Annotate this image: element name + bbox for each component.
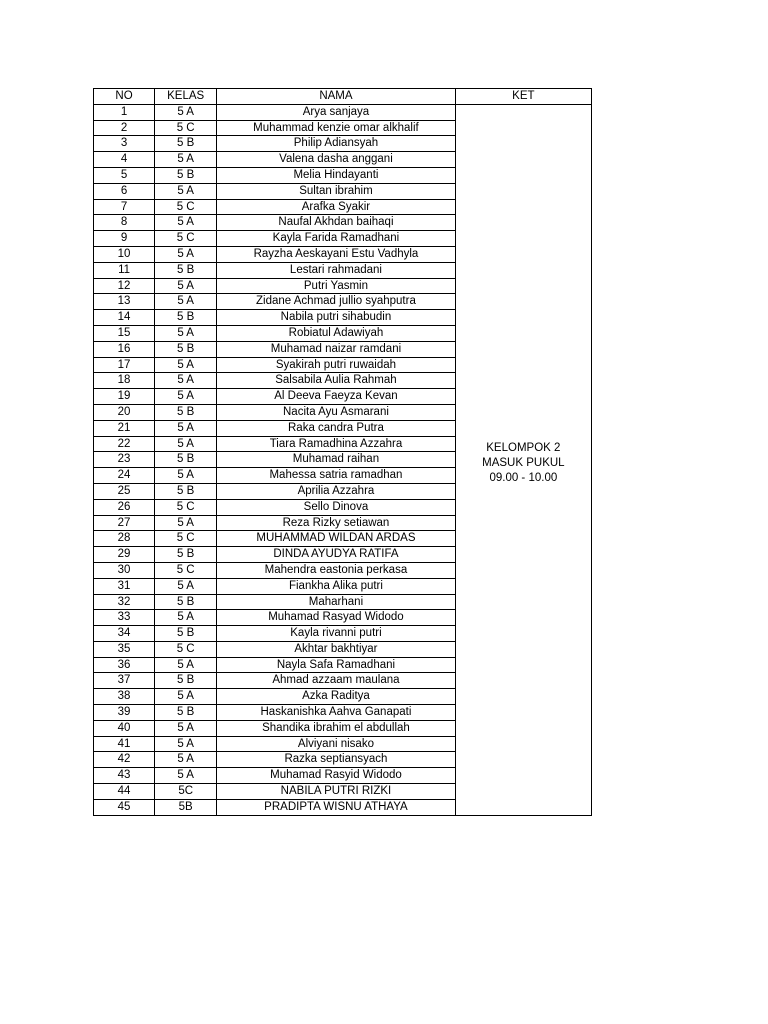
row-no: 14 <box>94 310 155 326</box>
row-kelas: 5 A <box>155 657 217 673</box>
row-nama: Nayla Safa Ramadhani <box>217 657 455 673</box>
row-nama: Lestari rahmadani <box>217 262 455 278</box>
row-kelas: 5 A <box>155 246 217 262</box>
row-nama: Al Deeva Faeyza Kevan <box>217 389 455 405</box>
row-no: 17 <box>94 357 155 373</box>
row-no: 5 <box>94 167 155 183</box>
row-kelas: 5 B <box>155 341 217 357</box>
row-nama: Philip Adiansyah <box>217 136 455 152</box>
row-no: 2 <box>94 120 155 136</box>
row-no: 42 <box>94 752 155 768</box>
row-kelas: 5 C <box>155 120 217 136</box>
row-nama: DINDA AYUDYA RATIFA <box>217 547 455 563</box>
header-row <box>94 89 592 105</box>
row-kelas: 5 B <box>155 452 217 468</box>
table-row <box>94 104 592 120</box>
row-no: 16 <box>94 341 155 357</box>
row-nama: Fiankha Alika putri <box>217 578 455 594</box>
row-kelas: 5 A <box>155 610 217 626</box>
row-nama: Mahessa satria ramadhan <box>217 468 455 484</box>
student-group-table <box>93 88 592 816</box>
row-nama: Sultan ibrahim <box>217 183 455 199</box>
row-kelas: 5 C <box>155 641 217 657</box>
row-nama: Muhamad Rasyad Widodo <box>217 610 455 626</box>
row-kelas: 5 B <box>155 310 217 326</box>
row-no: 8 <box>94 215 155 231</box>
row-nama: Muhamad Rasyid Widodo <box>217 768 455 784</box>
row-kelas: 5 B <box>155 547 217 563</box>
row-kelas: 5 A <box>155 215 217 231</box>
row-kelas: 5 B <box>155 594 217 610</box>
row-no: 1 <box>94 104 155 120</box>
row-nama: MUHAMMAD WILDAN ARDAS <box>217 531 455 547</box>
ket-line-2: MASUK PUKUL <box>482 456 565 469</box>
row-no: 20 <box>94 404 155 420</box>
row-kelas: 5 A <box>155 689 217 705</box>
row-kelas: 5 A <box>155 104 217 120</box>
row-kelas: 5 A <box>155 720 217 736</box>
row-kelas: 5 B <box>155 136 217 152</box>
row-kelas: 5 A <box>155 515 217 531</box>
row-no: 10 <box>94 246 155 262</box>
row-no: 22 <box>94 436 155 452</box>
row-kelas: 5 C <box>155 562 217 578</box>
row-kelas: 5 A <box>155 357 217 373</box>
row-nama: Nabila putri sihabudin <box>217 310 455 326</box>
row-nama: Aprilia Azzahra <box>217 483 455 499</box>
row-nama: Ahmad azzaam maulana <box>217 673 455 689</box>
row-no: 40 <box>94 720 155 736</box>
row-kelas: 5 A <box>155 294 217 310</box>
row-no: 38 <box>94 689 155 705</box>
row-no: 24 <box>94 468 155 484</box>
row-nama: Haskanishka Aahva Ganapati <box>217 705 455 721</box>
row-no: 4 <box>94 152 155 168</box>
row-nama: Muhamad naizar ramdani <box>217 341 455 357</box>
row-nama: Maharhani <box>217 594 455 610</box>
row-kelas: 5 B <box>155 673 217 689</box>
row-nama: Arafka Syakir <box>217 199 455 215</box>
row-no: 11 <box>94 262 155 278</box>
row-no: 12 <box>94 278 155 294</box>
row-no: 43 <box>94 768 155 784</box>
row-nama: Melia Hindayanti <box>217 167 455 183</box>
row-nama: Putri Yasmin <box>217 278 455 294</box>
row-nama: Naufal Akhdan baihaqi <box>217 215 455 231</box>
row-nama: Alviyani nisako <box>217 736 455 752</box>
row-kelas: 5 A <box>155 389 217 405</box>
row-kelas: 5 C <box>155 499 217 515</box>
row-nama: Muhamad raihan <box>217 452 455 468</box>
row-no: 39 <box>94 705 155 721</box>
row-no: 33 <box>94 610 155 626</box>
row-nama: Syakirah putri ruwaidah <box>217 357 455 373</box>
table-body <box>94 104 592 815</box>
row-kelas: 5 C <box>155 531 217 547</box>
row-nama: Azka Raditya <box>217 689 455 705</box>
row-nama: Raka candra Putra <box>217 420 455 436</box>
ket-line-1: KELOMPOK 2 <box>486 441 561 454</box>
header-kelas: KELAS <box>155 89 217 105</box>
row-no: 23 <box>94 452 155 468</box>
row-nama: Akhtar bakhtiyar <box>217 641 455 657</box>
row-no: 31 <box>94 578 155 594</box>
row-nama: Valena dasha anggani <box>217 152 455 168</box>
row-no: 26 <box>94 499 155 515</box>
header-no: NO <box>94 89 155 105</box>
row-nama: Zidane Achmad jullio syahputra <box>217 294 455 310</box>
row-no: 34 <box>94 626 155 642</box>
row-nama: Razka septiansyach <box>217 752 455 768</box>
row-kelas: 5 B <box>155 705 217 721</box>
row-no: 37 <box>94 673 155 689</box>
row-kelas: 5 B <box>155 262 217 278</box>
row-kelas: 5 B <box>155 167 217 183</box>
row-nama: Reza Rizky setiawan <box>217 515 455 531</box>
row-no: 36 <box>94 657 155 673</box>
row-kelas: 5C <box>155 784 217 800</box>
row-nama: PRADIPTA WISNU ATHAYA <box>217 799 455 815</box>
row-nama: Mahendra eastonia perkasa <box>217 562 455 578</box>
row-nama: NABILA PUTRI RIZKI <box>217 784 455 800</box>
header-ket: KET <box>455 89 591 105</box>
row-kelas: 5 A <box>155 736 217 752</box>
row-no: 6 <box>94 183 155 199</box>
row-nama: Salsabila Aulia Rahmah <box>217 373 455 389</box>
row-no: 41 <box>94 736 155 752</box>
row-no: 45 <box>94 799 155 815</box>
row-no: 13 <box>94 294 155 310</box>
row-nama: Muhammad kenzie omar alkhalif <box>217 120 455 136</box>
ket-line-3: 09.00 - 10.00 <box>489 471 558 484</box>
row-no: 3 <box>94 136 155 152</box>
row-kelas: 5 A <box>155 768 217 784</box>
row-kelas: 5 C <box>155 199 217 215</box>
row-no: 32 <box>94 594 155 610</box>
row-kelas: 5 A <box>155 152 217 168</box>
row-nama: Arya sanjaya <box>217 104 455 120</box>
row-no: 19 <box>94 389 155 405</box>
row-nama: Sello Dinova <box>217 499 455 515</box>
row-kelas: 5 A <box>155 436 217 452</box>
row-kelas: 5 A <box>155 373 217 389</box>
row-no: 29 <box>94 547 155 563</box>
row-kelas: 5 A <box>155 183 217 199</box>
row-kelas: 5 B <box>155 483 217 499</box>
row-kelas: 5 A <box>155 468 217 484</box>
row-no: 18 <box>94 373 155 389</box>
row-nama: Nacita Ayu Asmarani <box>217 404 455 420</box>
ket-merged-cell <box>455 104 591 815</box>
row-no: 25 <box>94 483 155 499</box>
row-no: 15 <box>94 325 155 341</box>
row-no: 35 <box>94 641 155 657</box>
row-kelas: 5 A <box>155 278 217 294</box>
row-no: 27 <box>94 515 155 531</box>
row-kelas: 5 B <box>155 404 217 420</box>
row-kelas: 5 A <box>155 325 217 341</box>
row-nama: Tiara Ramadhina Azzahra <box>217 436 455 452</box>
header-nama: NAMA <box>217 89 455 105</box>
row-no: 7 <box>94 199 155 215</box>
row-nama: Shandika ibrahim el abdullah <box>217 720 455 736</box>
row-nama: Kayla Farida Ramadhani <box>217 231 455 247</box>
row-kelas: 5 A <box>155 578 217 594</box>
row-nama: Rayzha Aeskayani Estu Vadhyla <box>217 246 455 262</box>
row-kelas: 5 C <box>155 231 217 247</box>
row-nama: Robiatul Adawiyah <box>217 325 455 341</box>
row-no: 28 <box>94 531 155 547</box>
row-kelas: 5B <box>155 799 217 815</box>
row-no: 9 <box>94 231 155 247</box>
row-no: 21 <box>94 420 155 436</box>
row-no: 44 <box>94 784 155 800</box>
row-kelas: 5 A <box>155 420 217 436</box>
row-nama: Kayla rivanni putri <box>217 626 455 642</box>
row-no: 30 <box>94 562 155 578</box>
row-kelas: 5 A <box>155 752 217 768</box>
row-kelas: 5 B <box>155 626 217 642</box>
